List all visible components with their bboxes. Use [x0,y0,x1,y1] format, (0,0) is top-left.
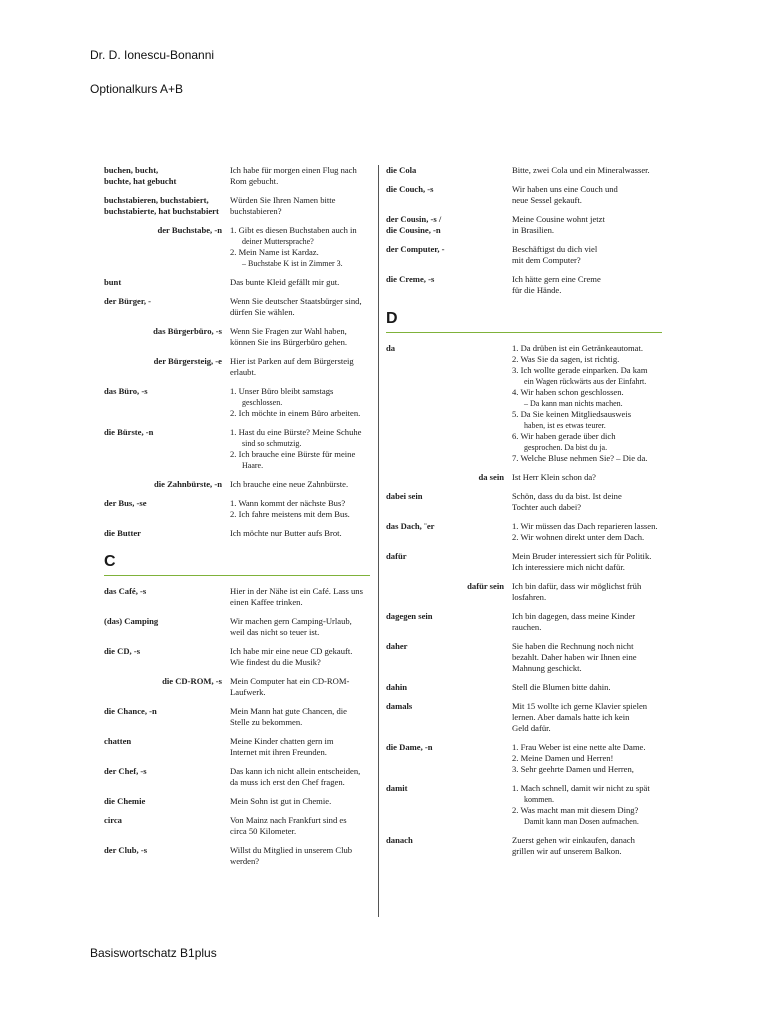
term-line: dagegen sein [386,611,433,621]
example-line: 2. Ich brauche eine Bürste für meine [230,449,356,459]
term-line: der Bürger, - [104,296,152,306]
entry-example [230,796,370,807]
example-line: Ich bin dafür, dass wir möglichst früh [512,581,642,591]
example-line: Hier ist Parken auf dem Bürgersteig [230,356,354,366]
example-line: Ich interessiere mich nicht dafür. [512,562,625,572]
example-line: Wie findest du die Musik? [230,657,321,667]
entry-term [386,491,512,513]
example-line: können Sie ins Bürgerbüro gehen. [230,337,348,347]
entry-example [230,386,370,419]
example-line: Ich möchte nur Butter aufs Brot. [230,528,342,538]
entry-term [386,521,512,543]
entry-example [512,835,662,857]
entry-term [104,528,230,539]
entry-term [104,815,230,837]
author-header: Dr. D. Ionescu-Bonanni [90,48,215,62]
example-line: haben, ist es etwas teurer. [524,421,606,430]
entry-term [386,581,512,603]
term-line: dahin [386,682,408,692]
entry-example [230,296,370,318]
example-line: Sie haben die Rechnung noch nicht [512,641,634,651]
example-line: gesprochen. Da bist du ja. [524,443,608,452]
example-line: 2. Wir wohnen direkt unter dem Dach. [512,532,645,542]
term-line: der Bus, -se [104,498,147,508]
dictionary-entry [104,586,370,608]
example-line: Wenn Sie deutscher Staatsbürger sind, [230,296,362,306]
entry-term [386,835,512,857]
example-line: Mein Mann hat gute Chancen, die [230,706,347,716]
example-line: weil das nicht so teuer ist. [230,627,320,637]
example-line: 2. Mein Name ist Kardaz. [230,247,319,257]
example-line: circa 50 Kilometer. [230,826,297,836]
entry-example [230,646,370,668]
example-line: ein Wagen rückwärts aus der Einfahrt. [524,377,647,386]
entry-term [386,244,512,266]
entry-example [230,845,370,867]
entry-example [230,498,370,520]
dictionary-entry [386,835,662,857]
dictionary-entry [104,498,370,520]
entry-term [104,326,230,348]
term-line: die Dame, -n [386,742,433,752]
dictionary-entry [104,646,370,668]
example-line: kommen. [524,795,554,804]
dictionary-entry [104,676,370,698]
dictionary-entry [104,845,370,867]
entry-example [512,244,662,266]
term-line: der Bürgersteig, -e [153,356,222,366]
dictionary-entry [104,296,370,318]
term-line: das Dach, ¨er [386,521,435,531]
entry-example [230,479,370,490]
example-line: 5. Da Sie keinen Mitgliedsausweis [512,409,632,419]
example-line: 1. Frau Weber ist eine nette alte Dame. [512,742,646,752]
example-line: Ist Herr Klein schon da? [512,472,596,482]
entry-example [512,551,662,573]
entry-term [104,225,230,269]
example-line: für die Hände. [512,285,562,295]
entry-term [104,766,230,788]
dictionary-entry [386,551,662,573]
term-line: der Computer, - [386,244,445,254]
dictionary-entry [386,742,662,775]
term-line: der Chef, -s [104,766,147,776]
dictionary-entry [104,766,370,788]
dictionary-entry [386,472,662,483]
term-line: buchstabieren, buchstabiert, [104,195,209,205]
entry-example [230,326,370,348]
course-header: Optionalkurs A+B [90,82,184,96]
dictionary-entry [104,165,370,187]
entry-example [512,521,662,543]
example-line: 2. Ich fahre meistens mit dem Bus. [230,509,350,519]
entry-example [230,676,370,698]
entry-example [230,616,370,638]
term-line: die Creme, -s [386,274,435,284]
entry-term [104,498,230,520]
example-line: Wir haben uns eine Couch und [512,184,618,194]
example-line: – Da kann man nichts machen. [524,399,623,408]
section-rule-d [386,332,662,333]
dictionary-entry [104,195,370,217]
term-line: da [386,343,396,353]
example-line: Meine Kinder chatten gern im [230,736,334,746]
example-line: losfahren. [512,592,547,602]
entry-example [230,766,370,788]
entry-term [386,165,512,176]
term-line: dafür sein [467,581,504,591]
example-line: erlaubt. [230,367,257,377]
right-c-entries [386,165,662,296]
term-line: die Butter [104,528,141,538]
example-line: werden? [230,856,260,866]
example-line: Beschäftigst du dich viel [512,244,598,254]
example-line: geschlossen. [242,398,283,407]
dictionary-entry [386,244,662,266]
example-line: 1. Wann kommt der nächste Bus? [230,498,346,508]
example-line: Stelle zu bekommen. [230,717,303,727]
dictionary-entry [386,184,662,206]
entry-term [386,184,512,206]
entry-example [230,225,370,269]
term-line: die Cousine, -n [386,225,441,235]
dictionary-entry [104,528,370,539]
example-line: Hier in der Nähe ist ein Café. Lass uns [230,586,363,596]
entry-example [512,184,662,206]
dictionary-entry [386,521,662,543]
example-line: Rom gebucht. [230,176,279,186]
example-line: Bitte, zwei Cola und ein Mineralwasser. [512,165,650,175]
entry-example [512,742,662,775]
term-line: circa [104,815,122,825]
example-line: Mahnung geschickt. [512,663,582,673]
term-line: buchen, bucht, [104,165,159,175]
entry-example [230,528,370,539]
example-line: Laufwerk. [230,687,266,697]
term-line: da sein [478,472,504,482]
entry-term [104,616,230,638]
dictionary-entry [386,701,662,734]
dictionary-entry [386,783,662,827]
entry-term [386,343,512,464]
example-line: in Brasilien. [512,225,555,235]
entry-term [104,736,230,758]
entry-example [230,277,370,288]
example-line: mit dem Computer? [512,255,581,265]
entry-term [104,586,230,608]
section-letter-d: D [386,310,398,327]
dictionary-entry [386,491,662,513]
footer-title: Basiswortschatz B1plus [90,946,217,960]
entry-term [104,296,230,318]
section-letter-c: C [104,553,116,570]
example-line: Schön, dass du da bist. Ist deine [512,491,622,501]
example-line: 1. Wir müssen das Dach reparieren lassen. [512,521,658,531]
term-line: der Cousin, -s / [386,214,442,224]
entry-term [104,676,230,698]
example-line: da muss ich erst den Chef fragen. [230,777,345,787]
left-b-entries [104,165,370,539]
term-line: danach [386,835,413,845]
entry-term [386,551,512,573]
example-line: 1. Da drüben ist ein Getränkeautomat. [512,343,644,353]
example-line: grillen wir auf unserem Balkon. [512,846,622,856]
dictionary-entry [386,274,662,296]
left-c-entries [104,586,370,867]
example-line: Mein Bruder interessiert sich für Politik. [512,551,652,561]
example-line: 3. Sehr geehrte Damen und Herren, [512,764,634,774]
right-d-entries [386,343,662,857]
entry-example [230,195,370,217]
example-line: Das bunte Kleid gefällt mir gut. [230,277,340,287]
example-line: Ich brauche eine neue Zahnbürste. [230,479,349,489]
dictionary-entry [386,343,662,464]
dictionary-entry [386,165,662,176]
entry-term [386,742,512,775]
dictionary-entry [104,225,370,269]
term-line: das Bürgerbüro, -s [153,326,222,336]
term-line: die CD-ROM, -s [162,676,222,686]
entry-term [104,165,230,187]
dictionary-entry [386,214,662,236]
entry-example [512,783,662,827]
example-line: Haare. [242,461,264,470]
term-line: das Büro, -s [104,386,148,396]
entry-example [230,815,370,837]
term-line: dafür [386,551,407,561]
example-line: Ich habe für morgen einen Flug nach [230,165,357,175]
entry-term [104,845,230,867]
entry-term [104,356,230,378]
entry-example [512,491,662,513]
example-line: buchstabieren? [230,206,282,216]
entry-term [104,195,230,217]
term-line: damals [386,701,413,711]
entry-term [104,796,230,807]
example-line: deiner Muttersprache? [242,237,314,246]
example-line: 1. Unser Büro bleibt samstags [230,386,334,396]
entry-term [104,479,230,490]
example-line: Wenn Sie Fragen zur Wahl haben, [230,326,347,336]
entry-example [512,641,662,674]
entry-term [104,646,230,668]
example-line: Das kann ich nicht allein entscheiden, [230,766,361,776]
entry-example [230,356,370,378]
example-line: Ich bin dagegen, dass meine Kinder [512,611,636,621]
term-line: (das) Camping [104,616,159,626]
example-line: 4. Wir haben schon geschlossen. [512,387,624,397]
example-line: dürfen Sie wählen. [230,307,295,317]
example-line: sind so schmutzig. [242,439,302,448]
term-line: die Zahnbürste, -n [153,479,222,489]
example-line: 6. Wir haben gerade über dich [512,431,616,441]
left-column [104,165,370,875]
term-line: daher [386,641,408,651]
dictionary-entry [386,682,662,693]
entry-example [512,581,662,603]
example-line: 2. Ich möchte in einem Büro arbeiten. [230,408,361,418]
example-line: 7. Welche Bluse nehmen Sie? – Die da. [512,453,648,463]
term-line: der Club, -s [104,845,148,855]
example-line: Tochter auch dabei? [512,502,582,512]
column-divider [378,165,379,917]
example-line: Von Mainz nach Frankfurt sind es [230,815,347,825]
example-line: Mit 15 wollte ich gerne Klavier spielen [512,701,648,711]
entry-example [512,701,662,734]
example-line: Damit kann man Dosen aufmachen. [524,817,639,826]
entry-term [386,472,512,483]
example-line: einen Kaffee trinken. [230,597,303,607]
dictionary-entry [104,796,370,807]
example-line: Mein Sohn ist gut in Chemie. [230,796,332,806]
term-line: die Couch, -s [386,184,434,194]
term-line: die Chemie [104,796,146,806]
entry-example [230,165,370,187]
example-line: Geld dafür. [512,723,551,733]
term-line: das Café, -s [104,586,147,596]
example-line: Stell die Blumen bitte dahin. [512,682,611,692]
example-line: neue Sessel gekauft. [512,195,582,205]
entry-example [512,611,662,633]
term-line: die Bürste, -n [104,427,154,437]
entry-example [512,165,662,176]
example-line: Ich habe mir eine neue CD gekauft. [230,646,353,656]
entry-term [386,783,512,827]
dictionary-entry [104,386,370,419]
entry-example [512,682,662,693]
entry-example [512,472,662,483]
entry-term [104,277,230,288]
dictionary-entry [104,356,370,378]
entry-term [386,214,512,236]
entry-example [230,427,370,471]
example-line: Willst du Mitglied in unserem Club [230,845,353,855]
example-line: Ich hätte gern eine Creme [512,274,601,284]
example-line: 3. Ich wollte gerade einparken. Da kam [512,365,648,375]
dictionary-entry [386,641,662,674]
term-line: die CD, -s [104,646,141,656]
dictionary-entry [104,706,370,728]
dictionary-entry [104,277,370,288]
dictionary-entry [104,616,370,638]
dictionary-entry [104,736,370,758]
entry-example [512,214,662,236]
example-line: 2. Was macht man mit diesem Ding? [512,805,639,815]
example-line: Meine Cousine wohnt jetzt [512,214,605,224]
entry-example [230,586,370,608]
example-line: 1. Hast du eine Bürste? Meine Schuhe [230,427,362,437]
entry-example [230,706,370,728]
term-line: buchstabierte, hat buchstabiert [104,206,219,216]
term-line: der Buchstabe, -n [157,225,222,235]
entry-term [104,706,230,728]
term-line: buchte, hat gebucht [104,176,177,186]
term-line: damit [386,783,408,793]
example-line: Würden Sie Ihren Namen bitte [230,195,336,205]
dictionary-entry [386,581,662,603]
dictionary-entry [104,326,370,348]
entry-term [386,682,512,693]
example-line: Zuerst gehen wir einkaufen, danach [512,835,635,845]
example-line: Internet mit ihren Freunden. [230,747,327,757]
dictionary-entry [386,611,662,633]
example-line: 1. Mach schnell, damit wir nicht zu spät [512,783,650,793]
term-line: dabei sein [386,491,423,501]
entry-term [386,611,512,633]
entry-example [230,736,370,758]
entry-term [104,386,230,419]
example-line: bezahlt. Daher haben wir Ihnen eine [512,652,637,662]
entry-term [104,427,230,471]
entry-example [512,343,662,464]
example-line: Wir machen gern Camping-Urlaub, [230,616,352,626]
term-line: bunt [104,277,122,287]
example-line: rauchen. [512,622,542,632]
right-column [386,165,662,865]
term-line: die Chance, -n [104,706,157,716]
example-line: 2. Meine Damen und Herren! [512,753,614,763]
example-line: Mein Computer hat ein CD-ROM- [230,676,350,686]
example-line: 1. Gibt es diesen Buchstaben auch in [230,225,357,235]
dictionary-entry [104,427,370,471]
entry-example [512,274,662,296]
example-line: 2. Was Sie da sagen, ist richtig. [512,354,620,364]
entry-term [386,274,512,296]
term-line: chatten [104,736,132,746]
dictionary-entry [104,479,370,490]
entry-term [386,641,512,674]
example-line: – Buchstabe K ist in Zimmer 3. [242,259,343,268]
entry-term [386,701,512,734]
dictionary-entry [104,815,370,837]
term-line: die Cola [386,165,417,175]
example-line: lernen. Aber damals hatte ich kein [512,712,630,722]
section-rule-c [104,575,370,576]
